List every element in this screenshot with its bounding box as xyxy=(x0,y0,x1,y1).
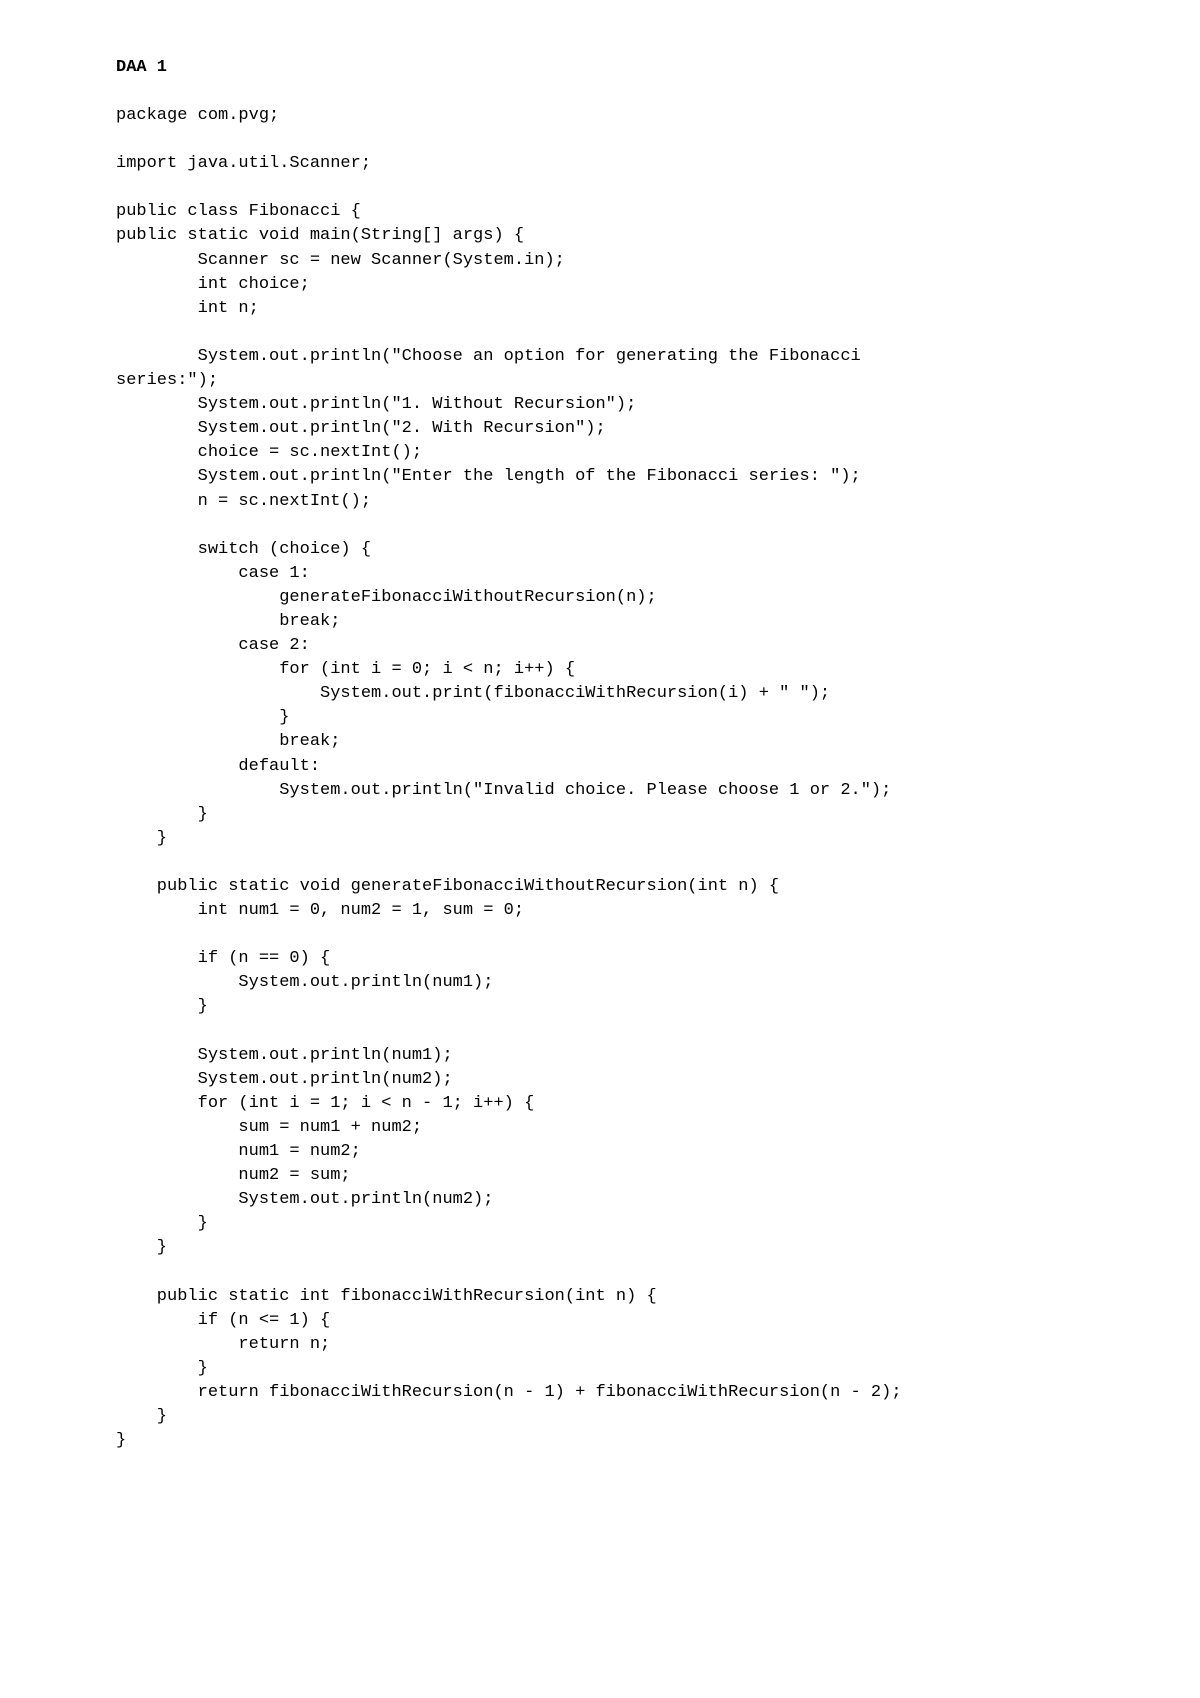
code-line: } xyxy=(116,708,290,728)
code-line: int n; xyxy=(116,298,259,318)
code-line: System.out.println(num1); xyxy=(116,973,494,993)
code-line: } xyxy=(116,804,208,824)
code-line: switch (choice) { xyxy=(116,539,372,559)
code-line xyxy=(116,514,902,538)
code-line: num1 = num2; xyxy=(116,1142,361,1162)
code-line: public static void generateFibonacciWithoutRecursion(int n) { xyxy=(116,877,780,896)
code-line: num2 = sum; xyxy=(116,1166,351,1186)
code-line: case 2: xyxy=(116,636,310,656)
code-line: } xyxy=(116,997,208,1017)
code-line: System.out.print(fibonacciWithRecursion(i) + " "); xyxy=(116,684,831,704)
code-line: int choice; xyxy=(116,274,310,294)
code-line: Scanner sc = new Scanner(System.in); xyxy=(116,250,565,270)
code-line: series:"); xyxy=(116,371,219,391)
code-line: } xyxy=(116,1214,208,1234)
code-line: choice = sc.nextInt(); xyxy=(116,443,423,463)
code-line: } xyxy=(116,1407,168,1427)
code-line xyxy=(116,321,902,345)
code-line: System.out.println(num1); xyxy=(116,1045,453,1065)
code-line: package com.pvg; xyxy=(116,106,280,125)
document-title: DAA 1 xyxy=(116,58,168,77)
code-line: } xyxy=(116,1358,208,1378)
code-line: System.out.println("2. With Recursion"); xyxy=(116,419,606,439)
code-line: System.out.println("Enter the length of the Fibonacci series: "); xyxy=(116,467,861,487)
code-line: System.out.println(num2); xyxy=(116,1069,453,1089)
code-listing xyxy=(116,104,902,1453)
code-line: public class Fibonacci { xyxy=(116,202,361,222)
code-line: break; xyxy=(116,732,341,752)
code-line: return n; xyxy=(116,1334,331,1354)
code-line: for (int i = 1; i < n - 1; i++) { xyxy=(116,1093,535,1113)
code-line: n = sc.nextInt(); xyxy=(116,491,372,511)
code-line: break; xyxy=(116,611,341,631)
code-line: } xyxy=(116,828,168,848)
code-line: if (n <= 1) { xyxy=(116,1310,331,1330)
code-line xyxy=(116,1020,902,1044)
code-line xyxy=(116,851,902,875)
code-line: default: xyxy=(116,756,321,776)
code-line: System.out.println("1. Without Recursion"); xyxy=(116,395,637,415)
code-line: for (int i = 0; i < n; i++) { xyxy=(116,660,576,680)
code-line: if (n == 0) { xyxy=(116,949,331,969)
code-line: int num1 = 0, num2 = 1, sum = 0; xyxy=(116,901,525,921)
code-line: System.out.println(num2); xyxy=(116,1190,494,1210)
code-line: sum = num1 + num2; xyxy=(116,1117,423,1137)
code-line: case 1: xyxy=(116,563,310,583)
code-line: System.out.println("Choose an option for generating the Fibonacci xyxy=(116,346,861,366)
code-line: import java.util.Scanner; xyxy=(116,154,372,174)
code-line: System.out.println("Invalid choice. Please choose 1 or 2."); xyxy=(116,780,892,800)
code-line xyxy=(116,923,902,947)
code-line xyxy=(116,128,902,152)
code-line: } xyxy=(116,1431,127,1451)
code-line: generateFibonacciWithoutRecursion(n); xyxy=(116,587,657,607)
code-line: return fibonacciWithRecursion(n - 1) + fibonacciWithRecursion(n - 2); xyxy=(116,1382,902,1402)
code-line: public static int fibonacciWithRecursion(int n) { xyxy=(116,1286,657,1306)
code-line xyxy=(116,1261,902,1285)
code-line: public static void main(String[] args) { xyxy=(116,226,525,246)
code-line: } xyxy=(116,1238,168,1258)
code-line xyxy=(116,176,902,200)
